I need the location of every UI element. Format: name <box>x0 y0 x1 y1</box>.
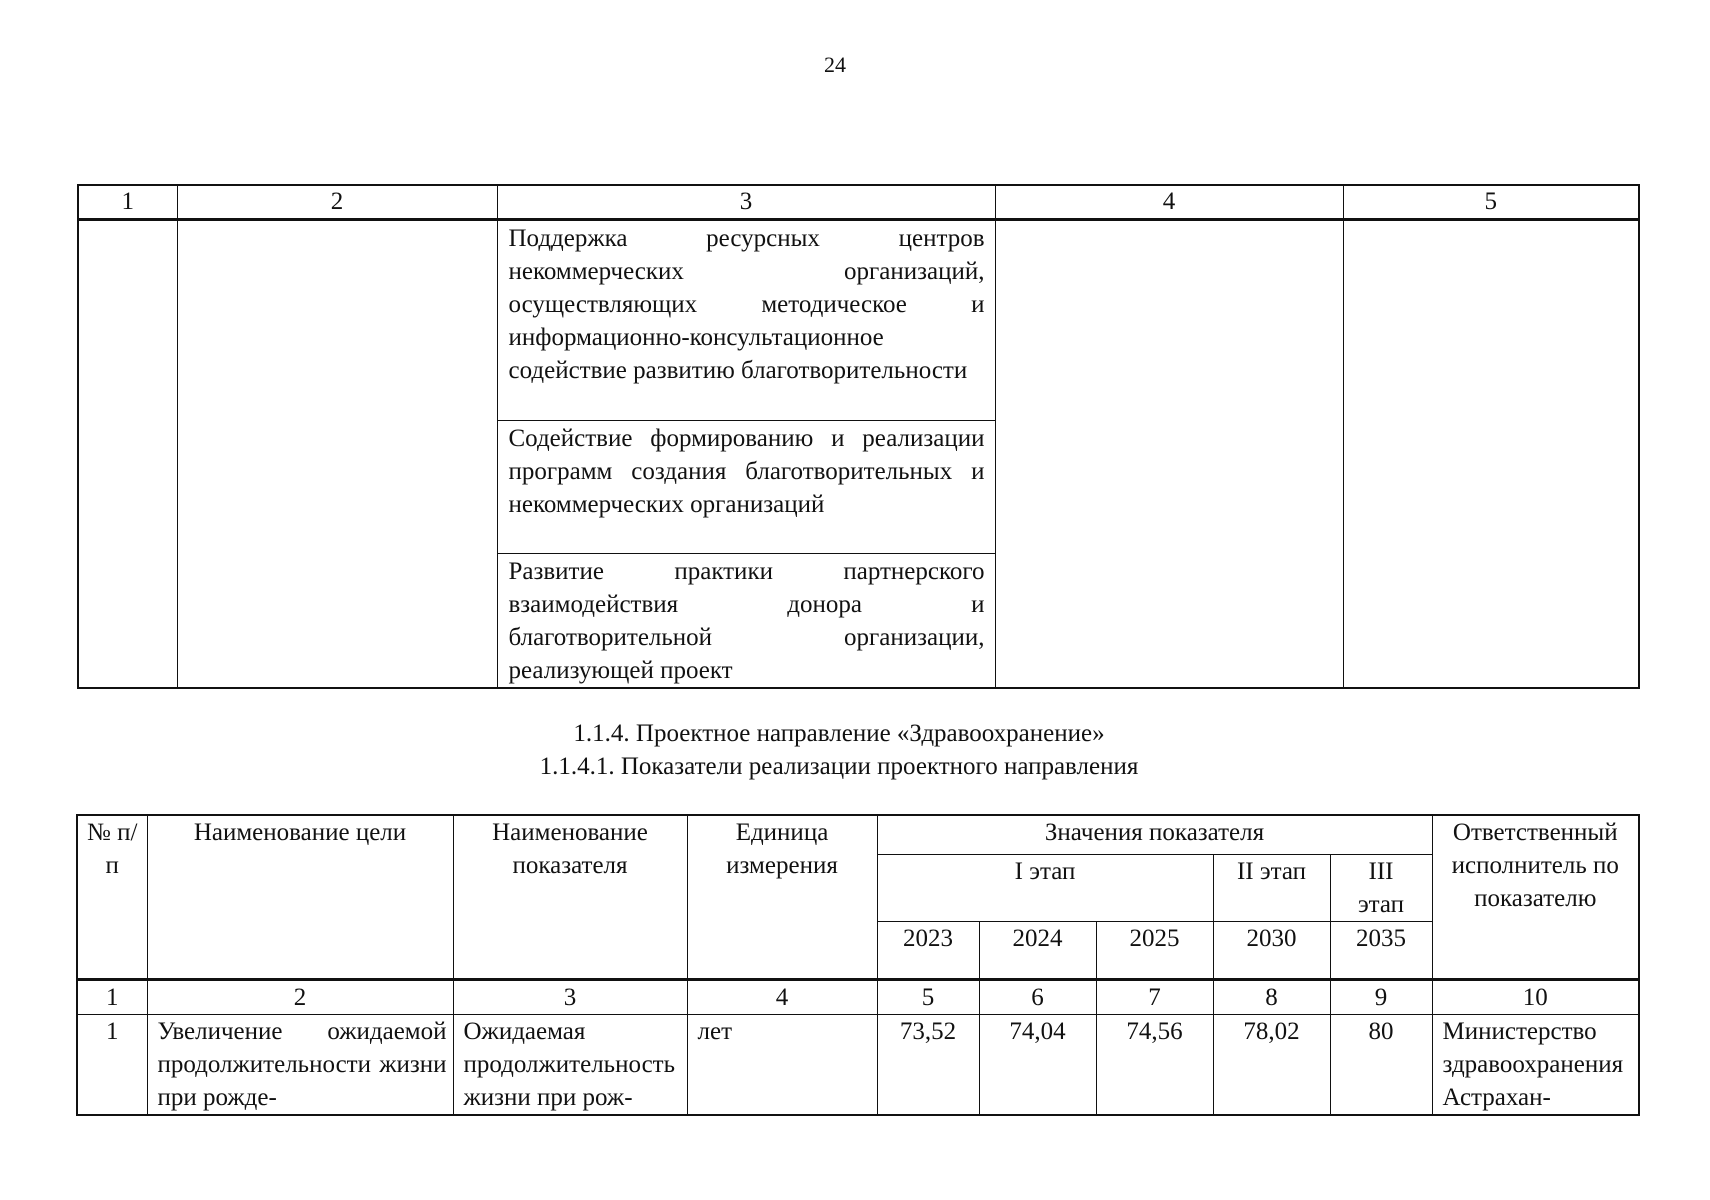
responsible-cell: Министерство здравоохранения Астрахан- <box>1432 1015 1639 1116</box>
stage-2-header: II этап <box>1213 855 1330 922</box>
col-number: 1 <box>78 185 177 220</box>
col-number: 2 <box>177 185 497 220</box>
indicators-table <box>76 814 1640 1116</box>
col-number: 4 <box>995 185 1343 220</box>
col-number: 3 <box>497 185 995 220</box>
col-number: 3 <box>453 980 687 1015</box>
goal-cell: Увеличение ожидаемой продолжительности жизни при рожде- <box>147 1015 453 1116</box>
values-header: Значения показателя <box>877 815 1432 855</box>
col-number: 8 <box>1213 980 1330 1015</box>
col-number: 10 <box>1432 980 1639 1015</box>
col-number: 4 <box>687 980 877 1015</box>
section-title: 1.1.4. Проектное направление «Здравоохранение» <box>573 720 1105 747</box>
year-header: 2023 <box>877 922 979 980</box>
header-row <box>77 815 1639 855</box>
unit-cell: лет <box>687 1015 877 1116</box>
col-number: 5 <box>877 980 979 1015</box>
table-row <box>78 220 1639 421</box>
value-cell: 80 <box>1330 1015 1432 1116</box>
col-number: 9 <box>1330 980 1432 1015</box>
responsible-header: Ответственный исполнитель по показателю <box>1432 815 1639 980</box>
empty-cell <box>177 220 497 689</box>
col-number: 7 <box>1096 980 1213 1015</box>
stage-3-header: III этап <box>1330 855 1432 922</box>
number-header: № п/п <box>77 815 147 980</box>
column-numbers-row <box>77 980 1639 1015</box>
activity-cell: Содействие формированию и реализации программ создания благотворительных и некоммерческих организаций <box>497 421 995 554</box>
col-number: 6 <box>979 980 1096 1015</box>
value-cell: 74,04 <box>979 1015 1096 1116</box>
year-header: 2025 <box>1096 922 1213 980</box>
page-number: 24 <box>824 52 846 77</box>
continued-activities-table <box>77 184 1640 689</box>
goal-header: Наименование цели <box>147 815 453 980</box>
section-subtitle: 1.1.4.1. Показатели реализации проектного направления <box>539 753 1139 780</box>
activity-cell: Развитие практики партнерского взаимодействия донора и благотворительной организации, реализующей проект <box>497 554 995 689</box>
col-number: 5 <box>1343 185 1639 220</box>
row-number: 1 <box>77 1015 147 1116</box>
column-numbers-row <box>78 185 1639 220</box>
col-number: 2 <box>147 980 453 1015</box>
year-header: 2024 <box>979 922 1096 980</box>
value-cell: 73,52 <box>877 1015 979 1116</box>
empty-cell <box>995 220 1343 689</box>
stage-1-header: I этап <box>877 855 1213 922</box>
table-row <box>77 1015 1639 1116</box>
activity-cell: Поддержка ресурсных центров некоммерческих организаций, осуществляющих методическое и информационно-консультационное содействие развитию благотворительности <box>497 220 995 421</box>
unit-header: Единица измерения <box>687 815 877 980</box>
year-header: 2030 <box>1213 922 1330 980</box>
value-cell: 74,56 <box>1096 1015 1213 1116</box>
empty-cell <box>78 220 177 689</box>
value-cell: 78,02 <box>1213 1015 1330 1116</box>
indicator-header: Наименование показателя <box>453 815 687 980</box>
empty-cell <box>1343 220 1639 689</box>
indicator-cell: Ожидаемая продолжительность жизни при рож- <box>453 1015 687 1116</box>
col-number: 1 <box>77 980 147 1015</box>
year-header: 2035 <box>1330 922 1432 980</box>
